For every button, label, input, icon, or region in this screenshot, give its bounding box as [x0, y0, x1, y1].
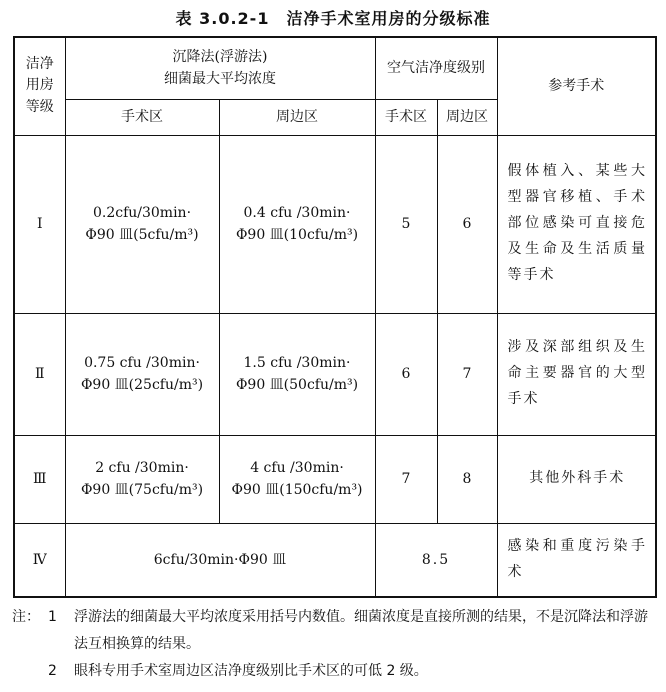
table-row [14, 435, 656, 523]
combined-air-class: 8.5 [375, 523, 497, 597]
surrounding-concentration: 1.5 cfu /30min· Φ90 皿(50cfu/m³) [219, 313, 375, 435]
table-row [14, 313, 656, 435]
surrounding-concentration: 4 cfu /30min· Φ90 皿(150cfu/m³) [219, 435, 375, 523]
surgery-concentration: 0.75 cfu /30min· Φ90 皿(25cfu/m³) [65, 313, 219, 435]
grade-cell: Ⅳ [14, 523, 65, 597]
header-surrounding-area: 周边区 [219, 99, 375, 135]
air-class-surgery: 6 [375, 313, 437, 435]
note-text: 浮游法的细菌最大平均浓度采用括号内数值。细菌浓度是直接所测的结果，不是沉降法和浮游法互相换算的结果。 [74, 609, 648, 652]
reference-surgery: 假体植入、某些大型器官移植、手术部位感染可直接危及生命及生活质量等手术 [497, 135, 656, 313]
grade-cell: Ⅰ [14, 135, 65, 313]
note-item [12, 658, 658, 685]
header-method: 沉降法(浮游法) 细菌最大平均浓度 [65, 37, 375, 99]
note-item [12, 604, 658, 658]
note-number: 1 [48, 609, 57, 625]
header-surgery-area: 手术区 [65, 99, 219, 135]
reference-surgery: 其他外科手术 [497, 435, 656, 523]
grade-cell: Ⅲ [14, 435, 65, 523]
surgery-concentration: 0.2cfu/30min· Φ90 皿(5cfu/m³) [65, 135, 219, 313]
surrounding-concentration: 0.4 cfu /30min· Φ90 皿(10cfu/m³) [219, 135, 375, 313]
header-air-surgery: 手术区 [375, 99, 437, 135]
table-row [14, 523, 656, 597]
air-class-surrounding: 8 [437, 435, 497, 523]
air-class-surrounding: 7 [437, 313, 497, 435]
air-class-surgery: 5 [375, 135, 437, 313]
table-title: 表 3.0.2-1 洁净手术室用房的分级标准 [175, 9, 491, 28]
combined-concentration: 6cfu/30min·Φ90 皿 [65, 523, 375, 597]
grading-table [13, 36, 657, 598]
air-class-surgery: 7 [375, 435, 437, 523]
table-row [14, 135, 656, 313]
header-air-class: 空气洁净度级别 [375, 37, 497, 99]
reference-surgery: 感染和重度污染手术 [497, 523, 656, 597]
note-prefix: 注： [12, 609, 40, 625]
note-number: 2 [48, 663, 57, 679]
header-grade: 洁净用房等级 [14, 37, 65, 135]
reference-surgery: 涉及深部组织及生命主要器官的大型手术 [497, 313, 656, 435]
note-text: 眼科专用手术室周边区洁净度级别比手术区的可低 2 级。 [74, 663, 428, 679]
notes [12, 604, 658, 685]
grade-cell: Ⅱ [14, 313, 65, 435]
surgery-concentration: 2 cfu /30min· Φ90 皿(75cfu/m³) [65, 435, 219, 523]
air-class-surrounding: 6 [437, 135, 497, 313]
header-air-surrounding: 周边区 [437, 99, 497, 135]
header-reference: 参考手术 [497, 37, 656, 135]
